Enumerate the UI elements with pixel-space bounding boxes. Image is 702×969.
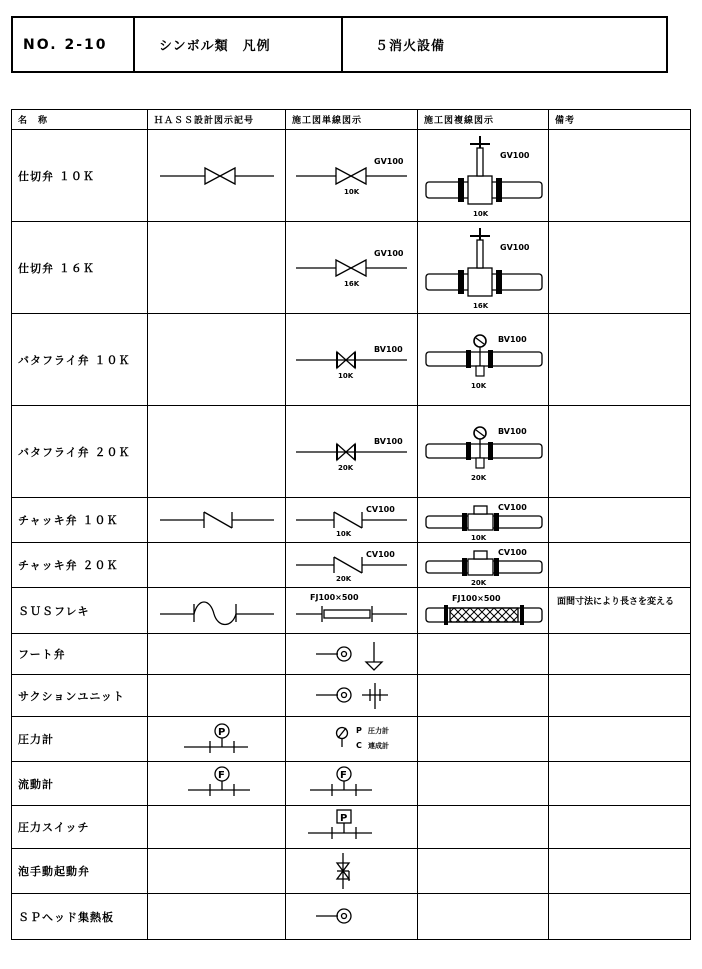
hass-symbol-cell bbox=[148, 634, 286, 675]
check-valve-single-line bbox=[286, 543, 417, 587]
switch-letter: P bbox=[340, 813, 348, 824]
row-name: 泡手動起動弁 bbox=[12, 849, 148, 894]
valve-label: GV100 bbox=[500, 243, 530, 252]
valve-label: GV100 bbox=[374, 249, 404, 258]
flow-meter-single-line bbox=[286, 762, 417, 805]
double-line-cell bbox=[418, 675, 549, 717]
valve-label: CV100 bbox=[498, 503, 527, 512]
row-name: チャッキ弁 １０Ｋ bbox=[12, 498, 148, 543]
butterfly-valve-double-line bbox=[418, 314, 548, 405]
butterfly-valve-single-line bbox=[286, 314, 417, 405]
double-line-cell bbox=[418, 806, 549, 849]
foot-valve-single-line bbox=[286, 634, 417, 674]
gauge-code: C bbox=[356, 741, 362, 750]
single-line-cell bbox=[286, 588, 418, 634]
remarks-cell bbox=[549, 498, 691, 543]
double-line-cell bbox=[418, 894, 549, 940]
hass-symbol-cell bbox=[148, 498, 286, 543]
valve-label: BV100 bbox=[498, 427, 527, 436]
single-line-cell bbox=[286, 806, 418, 849]
double-line-cell bbox=[418, 406, 549, 498]
gauge-code: P bbox=[356, 726, 362, 735]
table-row bbox=[12, 762, 691, 806]
valve-label: BV100 bbox=[374, 345, 403, 354]
row-name: 圧力計 bbox=[12, 717, 148, 762]
gauge-letter: P bbox=[218, 727, 226, 738]
single-line-cell bbox=[286, 894, 418, 940]
hass-symbol-cell bbox=[148, 806, 286, 849]
hass-symbol-cell bbox=[148, 222, 286, 314]
col-header-hass: ＨＡＳＳ設計図示記号 bbox=[148, 110, 286, 130]
gate-valve-double-line bbox=[418, 222, 548, 313]
single-line-cell bbox=[286, 406, 418, 498]
remarks-cell bbox=[549, 849, 691, 894]
pressure-gauge-symbol bbox=[148, 717, 285, 761]
table-row bbox=[12, 130, 691, 222]
valve-label: BV100 bbox=[498, 335, 527, 344]
remarks-cell bbox=[549, 675, 691, 717]
table-row bbox=[12, 675, 691, 717]
flexible-joint-single-line bbox=[286, 588, 417, 633]
single-line-cell bbox=[286, 762, 418, 806]
flow-meter-symbol bbox=[148, 762, 285, 805]
remarks-cell bbox=[549, 762, 691, 806]
flexible-joint-symbol bbox=[148, 588, 285, 633]
single-line-cell bbox=[286, 849, 418, 894]
row-name: ＳＵＳフレキ bbox=[12, 588, 148, 634]
double-line-cell bbox=[418, 717, 549, 762]
table-row bbox=[12, 588, 691, 634]
row-name: チャッキ弁 ２０Ｋ bbox=[12, 543, 148, 588]
col-header-name: 名 称 bbox=[12, 110, 148, 130]
single-line-cell bbox=[286, 130, 418, 222]
single-line-cell bbox=[286, 498, 418, 543]
table-row bbox=[12, 498, 691, 543]
double-line-cell bbox=[418, 634, 549, 675]
table-header-row bbox=[12, 110, 691, 130]
gate-valve-single-line bbox=[286, 222, 417, 313]
remarks-cell: 面間寸法により長さを変える bbox=[549, 588, 691, 634]
pressure-class: 10K bbox=[471, 382, 487, 390]
pressure-class: 10K bbox=[344, 188, 360, 196]
check-valve-symbol bbox=[148, 498, 285, 542]
pressure-class: 20K bbox=[336, 575, 352, 583]
pressure-gauge-single-line bbox=[286, 717, 417, 761]
row-name: 仕切弁 １６Ｋ bbox=[12, 222, 148, 314]
table-row bbox=[12, 806, 691, 849]
table-row bbox=[12, 634, 691, 675]
joint-label: FJ100×500 bbox=[310, 593, 359, 602]
pressure-class: 20K bbox=[338, 464, 354, 472]
drawing-section: ５消火設備 bbox=[375, 39, 446, 54]
pressure-class: 10K bbox=[336, 530, 352, 538]
row-name: バタフライ弁 ２０Ｋ bbox=[12, 406, 148, 498]
table-row bbox=[12, 894, 691, 940]
butterfly-valve-single-line bbox=[286, 406, 417, 497]
remarks-cell bbox=[549, 543, 691, 588]
row-name: ＳＰヘッド集熱板 bbox=[12, 894, 148, 940]
row-name: サクションユニット bbox=[12, 675, 148, 717]
sp-head-plate-single-line bbox=[286, 894, 417, 939]
pressure-class: 10K bbox=[473, 210, 489, 218]
gauge-code-text: 連成計 bbox=[368, 742, 389, 750]
remarks-cell bbox=[549, 717, 691, 762]
single-line-cell bbox=[286, 543, 418, 588]
valve-label: BV100 bbox=[374, 437, 403, 446]
hass-symbol-cell bbox=[148, 314, 286, 406]
drawing-category: シンボル類 凡例 bbox=[135, 18, 343, 71]
row-name: バタフライ弁 １０Ｋ bbox=[12, 314, 148, 406]
flexible-joint-double-line bbox=[418, 588, 548, 633]
row-name: 仕切弁 １０Ｋ bbox=[12, 130, 148, 222]
double-line-cell bbox=[418, 498, 549, 543]
title-block bbox=[11, 16, 668, 73]
symbol-legend-table bbox=[11, 109, 691, 940]
table-row bbox=[12, 717, 691, 762]
hass-symbol-cell bbox=[148, 588, 286, 634]
hass-symbol-cell bbox=[148, 543, 286, 588]
check-valve-double-line bbox=[418, 498, 548, 542]
check-valve-double-line bbox=[418, 543, 548, 587]
hass-symbol-cell bbox=[148, 849, 286, 894]
pressure-class: 10K bbox=[338, 372, 354, 380]
pressure-switch-single-line bbox=[286, 806, 417, 848]
row-name: 流動計 bbox=[12, 762, 148, 806]
single-line-cell bbox=[286, 675, 418, 717]
valve-label: CV100 bbox=[366, 550, 395, 559]
table-row bbox=[12, 406, 691, 498]
remarks-cell bbox=[549, 314, 691, 406]
gate-valve-double-line bbox=[418, 130, 548, 221]
drawing-number: NO. 2-10 bbox=[13, 18, 135, 71]
hass-symbol-cell bbox=[148, 130, 286, 222]
pressure-class: 10K bbox=[471, 534, 487, 542]
valve-label: GV100 bbox=[500, 151, 530, 160]
single-line-cell bbox=[286, 634, 418, 675]
remarks-cell bbox=[549, 634, 691, 675]
double-line-cell bbox=[418, 314, 549, 406]
hass-symbol-cell bbox=[148, 762, 286, 806]
meter-letter: F bbox=[218, 770, 225, 781]
pressure-class: 16K bbox=[473, 302, 489, 310]
hass-symbol-cell bbox=[148, 717, 286, 762]
hass-symbol-cell bbox=[148, 894, 286, 940]
joint-label: FJ100×500 bbox=[452, 594, 501, 603]
remarks-cell bbox=[549, 894, 691, 940]
suction-unit-single-line bbox=[286, 675, 417, 716]
col-header-single-line: 施工図単線図示 bbox=[286, 110, 418, 130]
remarks-cell bbox=[549, 806, 691, 849]
table-row bbox=[12, 314, 691, 406]
remarks-cell bbox=[549, 130, 691, 222]
hass-symbol-cell bbox=[148, 406, 286, 498]
gauge-code-text: 圧力計 bbox=[368, 727, 389, 735]
remarks-cell bbox=[549, 222, 691, 314]
col-header-remarks: 備考 bbox=[549, 110, 691, 130]
double-line-cell bbox=[418, 588, 549, 634]
pressure-class: 16K bbox=[344, 280, 360, 288]
check-valve-single-line bbox=[286, 498, 417, 542]
butterfly-valve-double-line bbox=[418, 406, 548, 497]
double-line-cell bbox=[418, 543, 549, 588]
valve-label: CV100 bbox=[498, 548, 527, 557]
single-line-cell bbox=[286, 717, 418, 762]
gate-valve-single-line bbox=[286, 130, 417, 221]
pressure-class: 20K bbox=[471, 579, 487, 587]
double-line-cell bbox=[418, 130, 549, 222]
double-line-cell bbox=[418, 762, 549, 806]
double-line-cell bbox=[418, 222, 549, 314]
table-row bbox=[12, 849, 691, 894]
hass-symbol-cell bbox=[148, 675, 286, 717]
single-line-cell bbox=[286, 314, 418, 406]
valve-label: GV100 bbox=[374, 157, 404, 166]
row-name: 圧力スイッチ bbox=[12, 806, 148, 849]
pressure-class: 20K bbox=[471, 474, 487, 482]
col-header-double-line: 施工図複線図示 bbox=[418, 110, 549, 130]
row-name: フート弁 bbox=[12, 634, 148, 675]
double-line-cell bbox=[418, 849, 549, 894]
table-row bbox=[12, 543, 691, 588]
foam-manual-valve-single-line bbox=[286, 849, 417, 893]
meter-letter: F bbox=[340, 770, 347, 781]
remarks-cell bbox=[549, 406, 691, 498]
table-row bbox=[12, 222, 691, 314]
single-line-cell bbox=[286, 222, 418, 314]
gate-valve-symbol bbox=[148, 130, 285, 221]
valve-label: CV100 bbox=[366, 505, 395, 514]
